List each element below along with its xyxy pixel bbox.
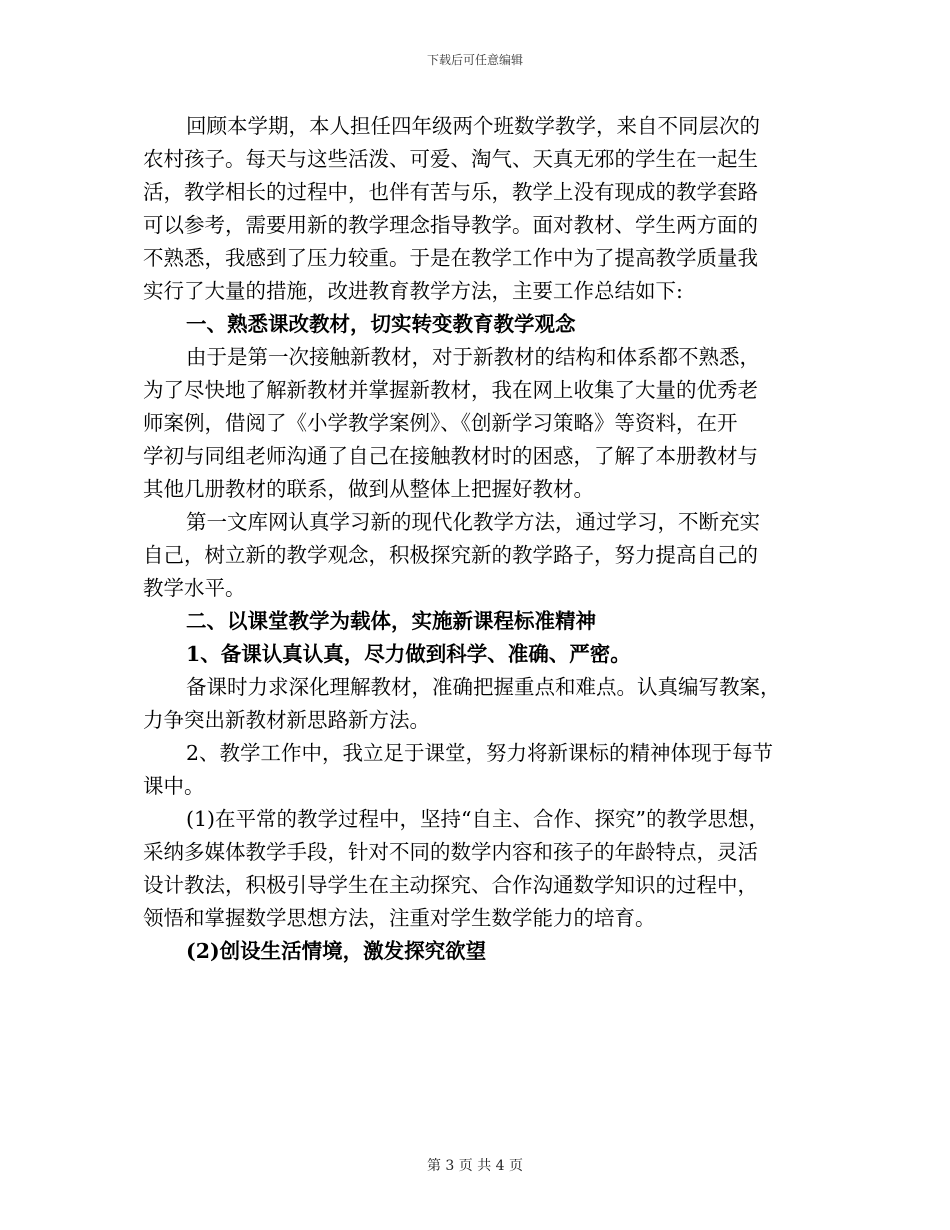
- paragraph-line: 力争突出新教材新思路新方法。: [143, 708, 430, 732]
- paragraph-line: 师案例，借阅了《小学教学案例》、《创新学习策略》等资料，在开: [143, 411, 738, 435]
- paragraph-line: 由于是第一次接触新教材，对于新教材的结构和体系都不熟悉，: [186, 345, 760, 369]
- section-heading-line: 一、熟悉课改教材，切实转变教育教学观念: [186, 312, 576, 336]
- document-body: [143, 110, 833, 968]
- section-heading-line: 1、备课认真认真，尽力做到科学、准确、严密。: [186, 642, 631, 666]
- paragraph-line: 为了尽快地了解新教材并掌握新教材，我在网上收集了大量的优秀老: [143, 378, 758, 402]
- paragraph-line: 实行了大量的措施，改进教育教学方法，主要工作总结如下:: [143, 279, 683, 303]
- paragraph-line: 活，教学相长的过程中，也伴有苦与乐，教学上没有现成的教学套路: [143, 180, 758, 204]
- paragraph-line: 学初与同组老师沟通了自己在接触教材时的困惑，了解了本册教材与: [143, 444, 758, 468]
- paragraph-line: 课中。: [143, 774, 205, 798]
- paragraph-line: 回顾本学期，本人担任四年级两个班数学教学，来自不同层次的: [186, 114, 760, 138]
- paragraph-line: 领悟和掌握数学思想方法，注重对学生数学能力的培育。: [143, 906, 656, 930]
- paragraph-line: 2、教学工作中，我立足于课堂，努力将新课标的精神体现于每节: [186, 741, 774, 765]
- page-footer: 第 3 页 共 4 页: [426, 1158, 524, 1174]
- paragraph-line: 备课时力求深化理解教材，准确把握重点和难点。认真编写教案，: [186, 675, 781, 699]
- paragraph-line: 采纳多媒体教学手段，针对不同的数学内容和孩子的年龄特点，灵活: [143, 840, 758, 864]
- section-heading-line: 二、以课堂教学为载体，实施新课程标准精神: [186, 609, 596, 633]
- paragraph-line: 不熟悉，我感到了压力较重。于是在教学工作中为了提高教学质量我: [143, 246, 758, 270]
- page-header: 下载后可任意编辑: [426, 53, 523, 67]
- paragraph-line: 自己，树立新的教学观念，积极探究新的教学路子，努力提高自己的: [143, 543, 758, 567]
- paragraph-line: (1)在平常的教学过程中，坚持“自主、合作、探究”的教学思想，: [186, 807, 769, 831]
- paragraph-line: 可以参考，需要用新的教学理念指导教学。面对教材、学生两方面的: [143, 213, 758, 237]
- paragraph-line: 农村孩子。每天与这些活泼、可爱、淘气、天真无邪的学生在一起生: [143, 147, 758, 171]
- paragraph-line: 教学水平。: [143, 576, 246, 600]
- paragraph-line: 第一文库网认真学习新的现代化教学方法，通过学习，不断充实: [186, 510, 760, 534]
- section-heading-line: (2)创设生活情境，激发探究欲望: [186, 939, 487, 963]
- paragraph-line: 设计教法，积极引导学生在主动探究、合作沟通数学知识的过程中，: [143, 873, 758, 897]
- paragraph-line: 其他几册教材的联系，做到从整体上把握好教材。: [143, 477, 594, 501]
